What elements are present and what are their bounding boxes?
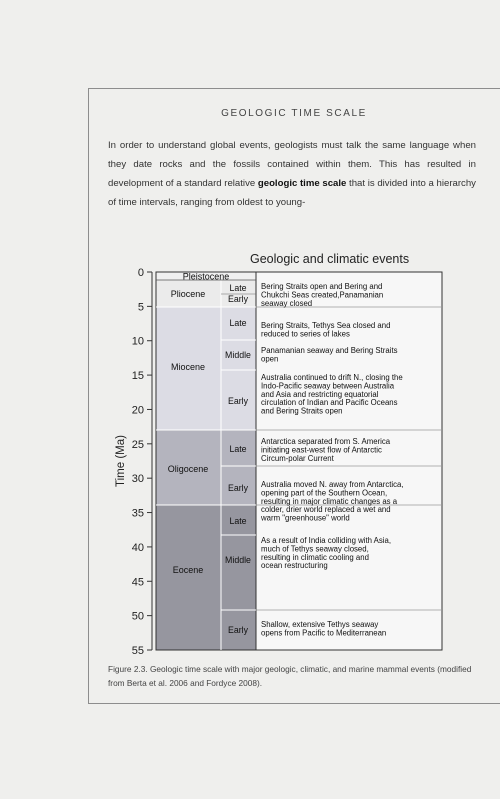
event-line: Indo-Pacific seaway between Australia [261, 381, 395, 391]
stage-label-oligocene-late: Late [229, 444, 247, 454]
event-line: Shallow, extensive Tethys seaway [261, 620, 379, 629]
paragraph-text-end: that is divided into a hierarchy of time intervals, ranging from oldest to young- [108, 178, 476, 208]
event-line: ocean restructuring [261, 561, 328, 571]
axis-tick-label: 50 [131, 610, 144, 623]
event-line: Bering Straits open and Bering and [261, 282, 383, 291]
event-line: Australia moved N. away from Antarctica, [261, 480, 404, 489]
figure-caption: Figure 2.3. Geologic time scale with major geologic, climatic, and marine mammal events (modified from Berta et al. 2006 and Fordyce 2008). [108, 664, 472, 688]
event-line: Circum-polar Current [261, 453, 334, 463]
key-term: geologic time scale [257, 178, 347, 189]
page-header: GEOLOGIC TIME SCALE [221, 108, 367, 119]
figure-title: Geologic and climatic events [250, 252, 410, 266]
stage-label-miocene-middle: Middle [225, 350, 251, 360]
epoch-label-eocene: Eocene [172, 565, 204, 575]
event-line: seaway closed [261, 298, 313, 308]
event-line: Australia continued to drift N., closing the [261, 373, 403, 382]
axis-tick-label: 40 [131, 541, 144, 554]
stage-label-eocene-middle: Middle [225, 555, 251, 565]
axis-tick-label: 15 [131, 370, 144, 383]
epoch-label-oligocene: Oligocene [167, 464, 209, 474]
event-line: Chukchi Seas created,Panamanian [261, 290, 384, 300]
stage-label-pliocene-late: Late [229, 283, 247, 293]
axis-tick-label: 45 [131, 576, 144, 589]
axis-label: Time (Ma) [115, 435, 127, 487]
axis-tick-label: 25 [131, 438, 144, 451]
axis-tick-label: 20 [131, 404, 144, 417]
stage-label-eocene-late: Late [229, 516, 247, 526]
event-line: and Asia and restricting equatorial [261, 389, 379, 399]
axis-tick-label: 55 [131, 645, 144, 657]
stage-label-miocene-late: Late [229, 318, 247, 328]
event-line: circulation of Indian and Pacific Oceans [261, 398, 398, 408]
stage-label-miocene-early: Early [227, 396, 249, 406]
event-line: open [261, 354, 279, 364]
axis-tick-label: 10 [131, 335, 144, 348]
epoch-label-pliocene: Pliocene [170, 289, 206, 299]
axis-tick-label: 0 [137, 267, 144, 279]
paragraph-text-start: In order to understand global events, geologists must talk the same language when they date rocks and the fossils contained within them. This has resulted in development of a standard relative [108, 140, 476, 189]
event-line: warm "greenhouse" world [261, 513, 350, 523]
event-line: As a result of India colliding with Asia, [261, 536, 392, 545]
event-line: initiating east-west flow of Antarctic [261, 445, 382, 455]
event-line: opening part of the Southern Ocean, [261, 488, 388, 498]
epoch-label-miocene: Miocene [170, 362, 206, 372]
event-line: reduced to series of lakes [261, 329, 350, 339]
event-line: opens from Pacific to Mediterranean [261, 628, 387, 638]
event-text [261, 620, 386, 637]
axis-ticks [132, 267, 152, 657]
axis-tick-label: 5 [137, 301, 144, 314]
axis-tick-label: 30 [131, 473, 144, 486]
event-line: much of Tethys seaway closed, [261, 544, 369, 554]
event-line: Bering Straits, Tethys Sea closed and [261, 321, 391, 330]
stage-label-eocene-early: Early [227, 625, 249, 635]
event-line: Antarctica separated from S. America [261, 437, 391, 446]
event-line: and Bering Straits open [261, 406, 343, 416]
event-line: resulting in major climatic changes as a [261, 496, 398, 506]
stage-label-pliocene-early: Early [227, 294, 249, 304]
event-line: colder, drier world replaced a wet and [261, 505, 391, 515]
axis-tick-label: 35 [131, 507, 144, 520]
epoch-label-pleistocene: Pleistocene [182, 271, 230, 282]
event-line: Panamanian seaway and Bering Straits [261, 346, 398, 355]
stage-label-oligocene-early: Early [227, 483, 249, 493]
event-line: resulting in climatic cooling and [261, 552, 369, 562]
